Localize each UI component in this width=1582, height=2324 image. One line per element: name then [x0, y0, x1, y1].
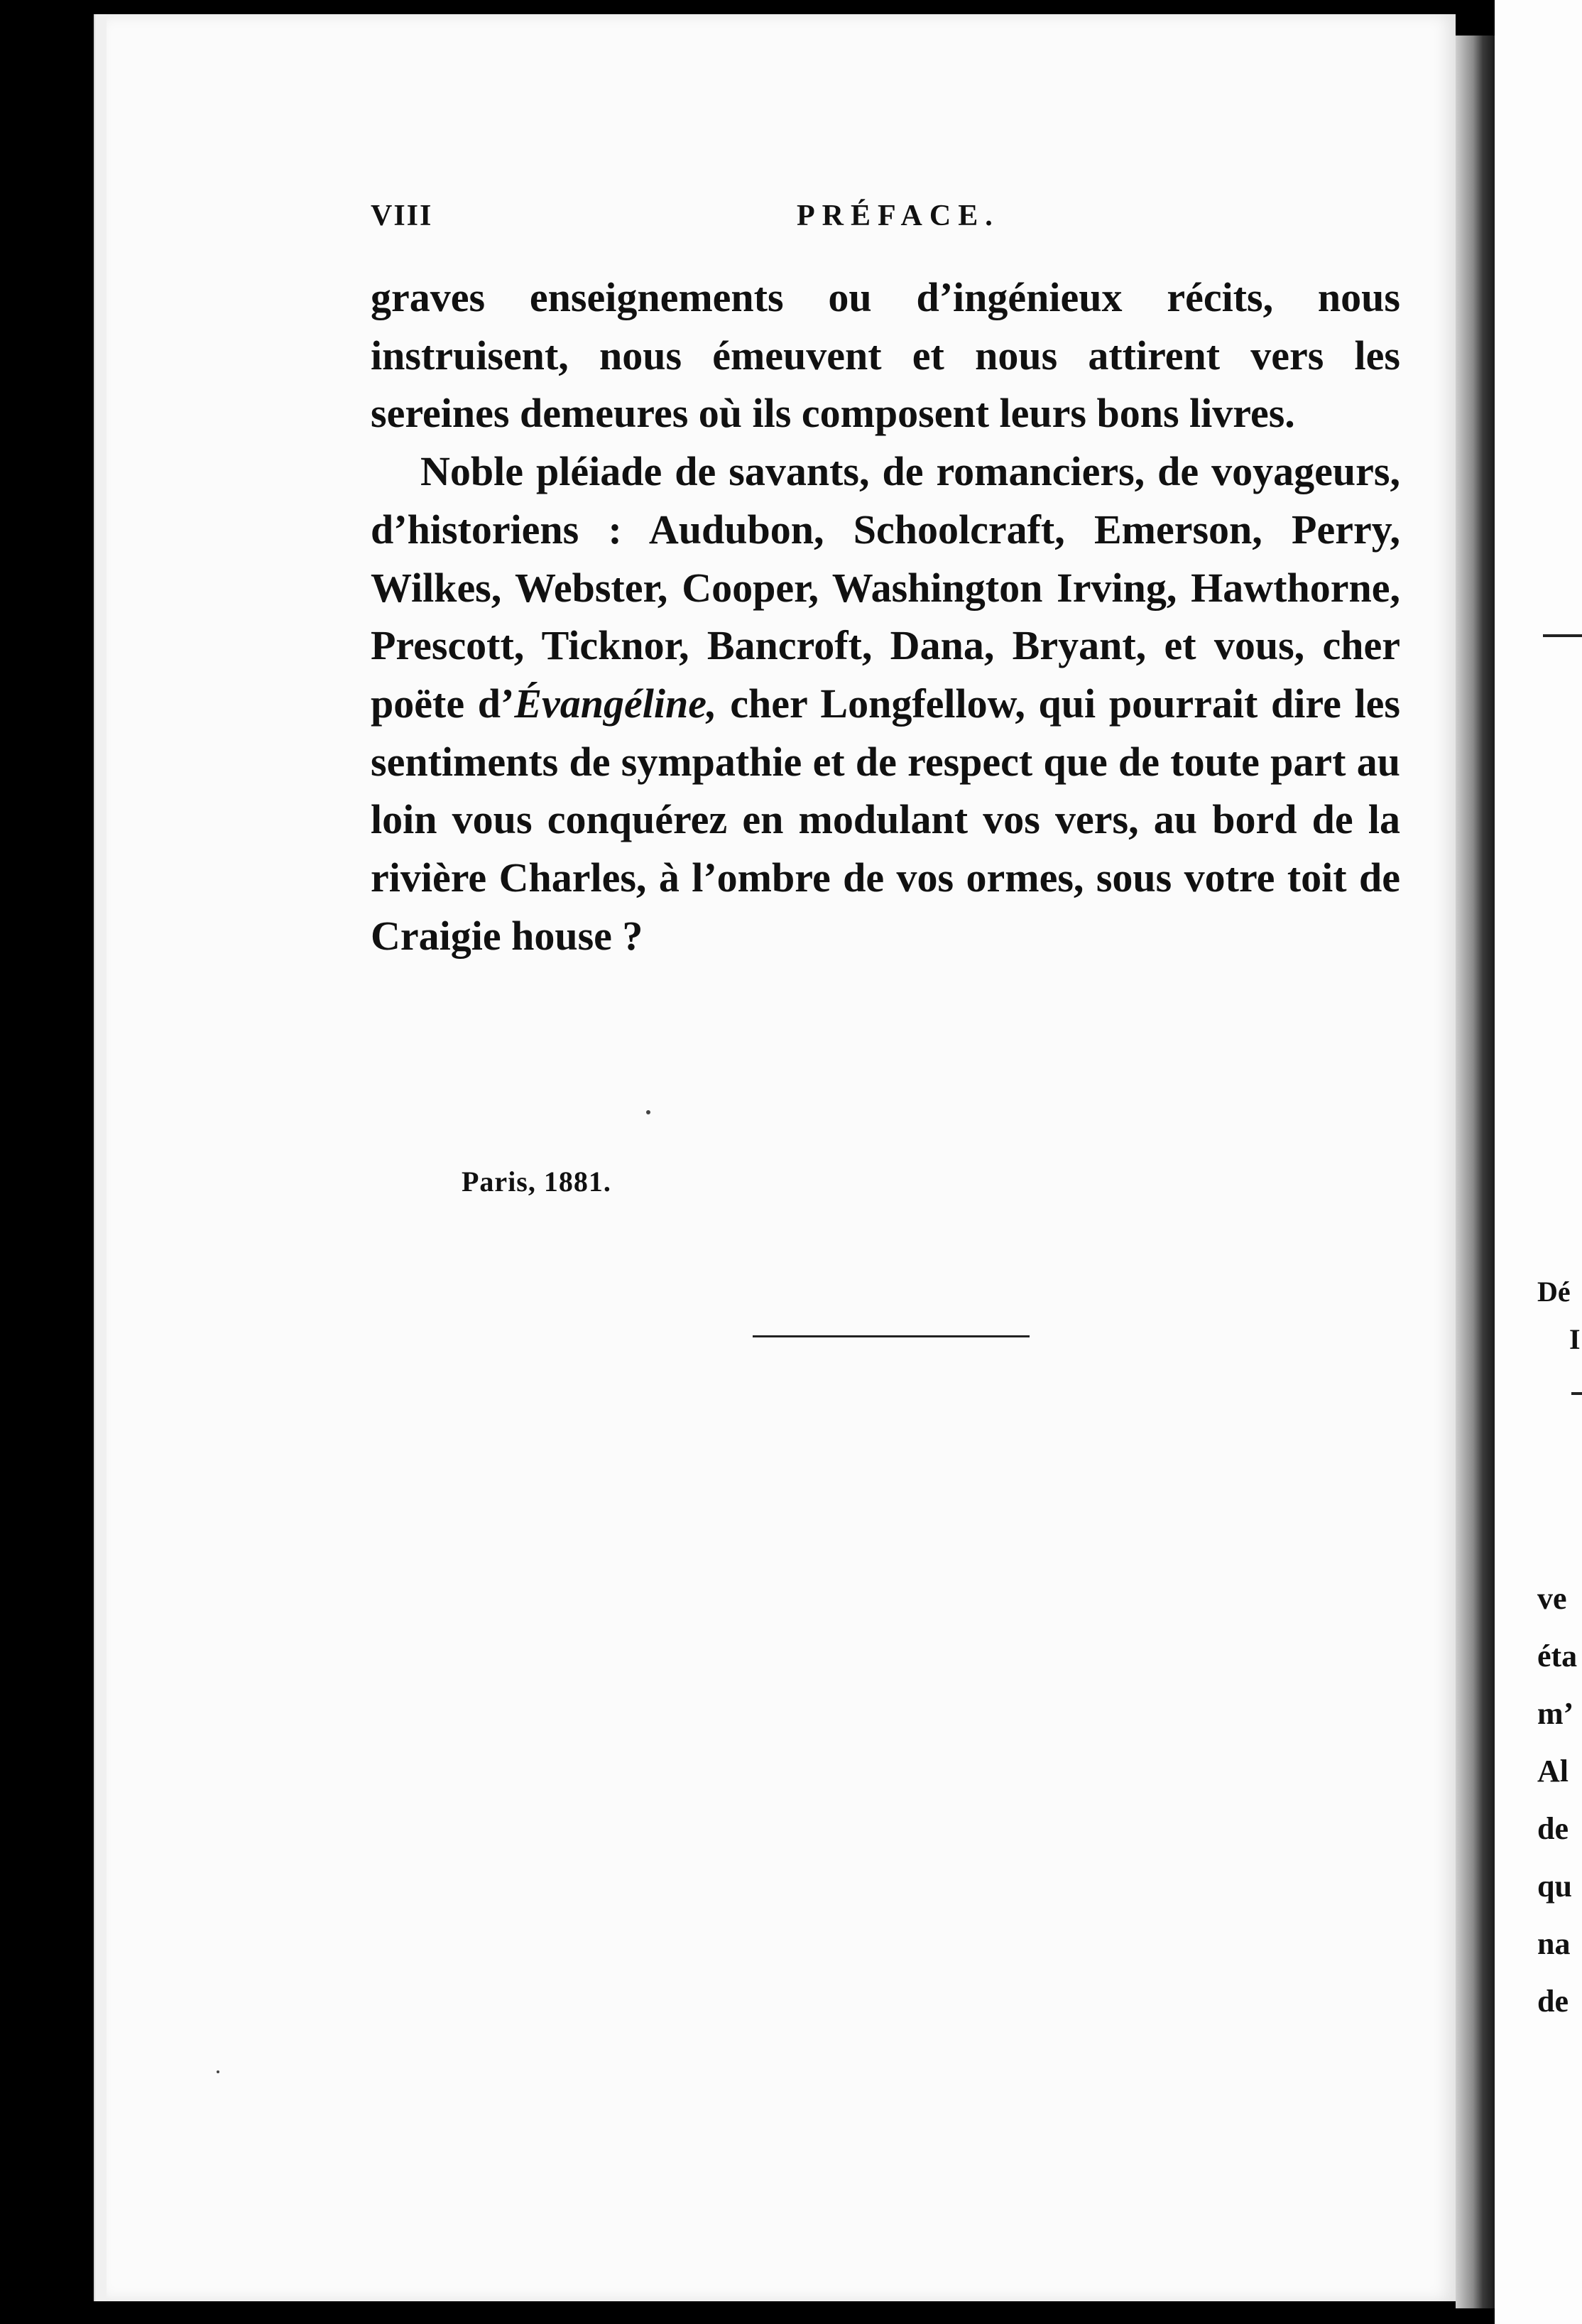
page-edge	[94, 14, 102, 2301]
paragraph-text: graves enseignements ou d’ingénieux récits, nous instruisent, nous émeuvent et nous attirent vers les sereines demeures où ils composent leurs bons livres.	[371, 274, 1400, 437]
ink-speck	[646, 1110, 650, 1114]
end-rule	[753, 1335, 1030, 1337]
facing-page-text: Al	[1537, 1754, 1569, 1788]
page-heading: PRÉFACE.	[797, 200, 1000, 232]
facing-page-text: ve	[1537, 1581, 1567, 1616]
facing-page-text: qu	[1537, 1869, 1572, 1904]
body-text	[371, 268, 1400, 965]
facing-page-rule	[1571, 1392, 1582, 1395]
paragraph	[371, 268, 1400, 442]
page-number: VIII	[371, 200, 433, 232]
running-head	[371, 199, 1400, 241]
italic-title: Évangéline,	[514, 680, 717, 727]
paragraph-text: Noble pléiade de savants, de romanciers, de voyageurs, d’historiens : Audubon, Schoolcraft, Emerson, Perry, Wilkes, Webster, Cooper, Washington Irving, Hawthorne, Prescott, Ticknor, Bancroft, Dana, Bryant, et vous, cher poëte d’	[371, 448, 1400, 727]
facing-page-rule	[1543, 634, 1582, 637]
facing-page-text: Dé	[1537, 1276, 1571, 1308]
facing-page-text: de	[1537, 1984, 1569, 2019]
facing-page-text: na	[1537, 1926, 1571, 1961]
signature-line: Paris, 1881.	[462, 1166, 611, 1198]
book-gutter	[1456, 36, 1495, 2308]
facing-page-text: I	[1569, 1323, 1581, 1355]
facing-page-text: m’	[1537, 1696, 1574, 1731]
paragraph	[371, 442, 1400, 965]
ink-speck	[217, 2070, 219, 2073]
paragraph-text: cher Longfellow, qui pourrait dire les sentiments de sympathie et de respect que de toute part au loin vous conquérez en modulant vos vers, au bord de la rivière Charles, à l’ombre de vos ormes, sous votre toit de Craigie house ?	[371, 680, 1400, 959]
facing-page-text: de	[1537, 1811, 1569, 1846]
facing-page-text: éta	[1537, 1639, 1578, 1673]
facing-page-fragment	[1495, 0, 1582, 2324]
